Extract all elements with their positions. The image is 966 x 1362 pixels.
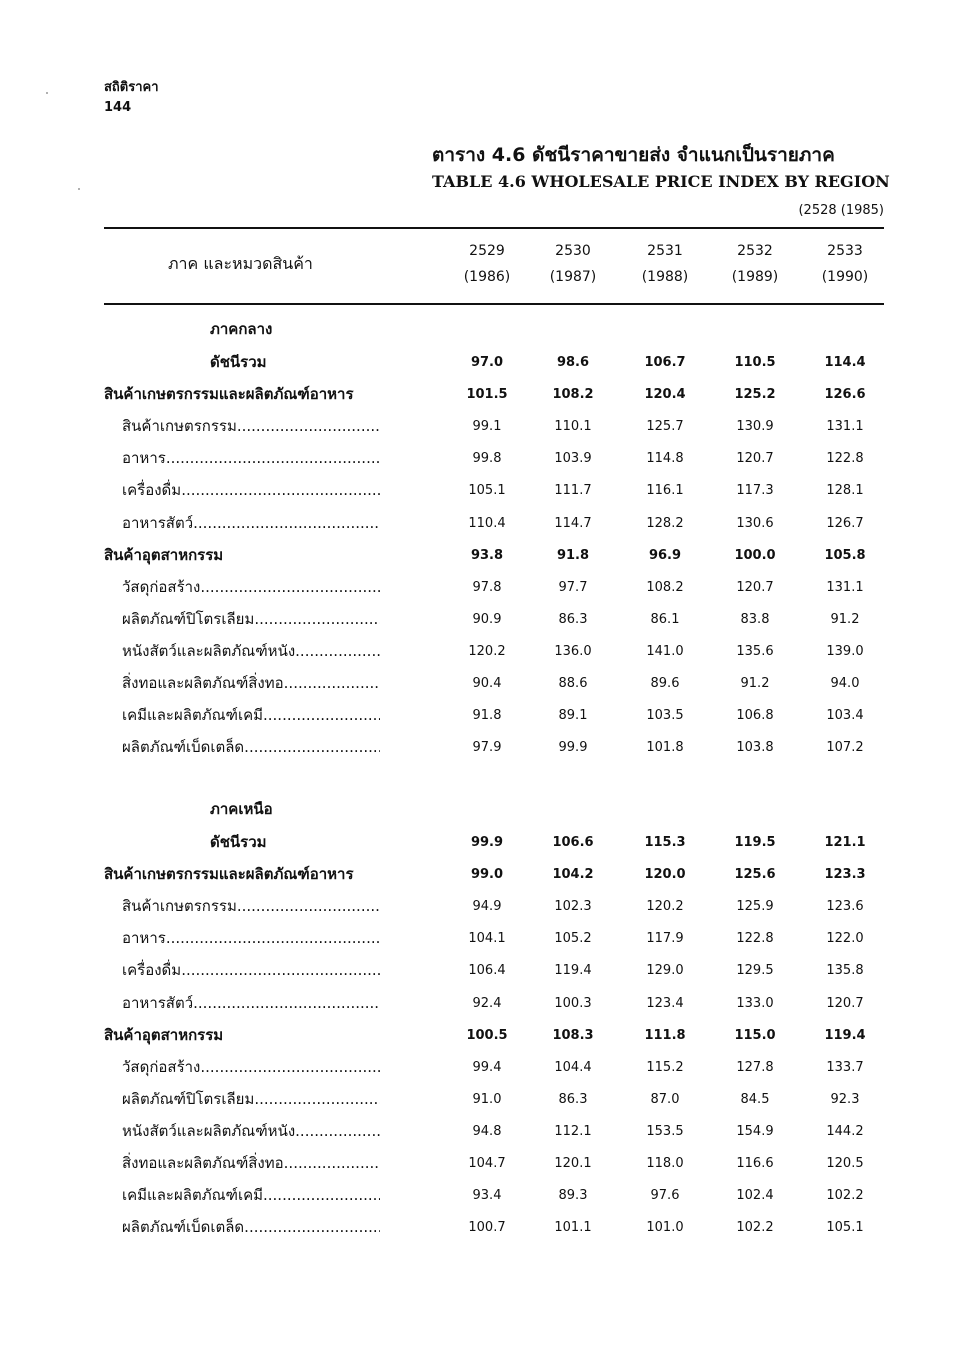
index-value: 99.4 [472, 1059, 502, 1075]
index-value: 108.2 [646, 579, 684, 595]
index-value: 120.1 [554, 1156, 592, 1171]
index-value: 100.7 [468, 1220, 506, 1236]
index-value: 97.0 [470, 355, 504, 370]
index-value: 89.1 [558, 708, 588, 724]
index-value: 127.8 [736, 1059, 774, 1075]
index-value: 135.8 [826, 963, 864, 979]
index-value: 110.5 [734, 355, 776, 370]
index-value: 131.1 [826, 579, 864, 595]
index-value: 125.9 [736, 899, 774, 915]
year-ce: (1986) [463, 269, 511, 285]
table-row [0, 961, 966, 993]
table-row [0, 1090, 966, 1122]
region-name: ภาคกลาง [210, 320, 273, 338]
row-label: อาหาร ..... [122, 927, 380, 949]
index-value: 135.6 [736, 643, 774, 659]
row-label: ผลิตภัณฑ์เบ็ดเตล็ด ..... [122, 1216, 380, 1238]
index-value: 116.1 [646, 483, 684, 499]
index-value: 119.5 [734, 835, 776, 850]
index-value: 126.7 [826, 515, 864, 531]
index-value: 89.6 [650, 676, 680, 691]
index-value: 99.1 [472, 419, 502, 435]
index-value: 97.7 [558, 579, 588, 595]
row-label: ผลิตภัณฑ์เบ็ดเตล็ด ..... [122, 736, 380, 758]
row-label: สินค้าเกษตรกรรม ..... [122, 415, 380, 437]
row-label: อาหารสัตว์ ..... [122, 992, 380, 1014]
index-value: 130.6 [736, 515, 774, 531]
row-label: เคมีและผลิตภัณฑ์เคมี ..... [122, 1184, 380, 1206]
table-row [0, 481, 966, 513]
index-value: 101.8 [646, 740, 684, 756]
index-value: 123.6 [826, 899, 864, 915]
year-ce: (1989) [731, 269, 779, 285]
index-value: 129.5 [736, 963, 774, 979]
page-number: 144 [104, 100, 132, 115]
row-label: อาหารสัตว์ ..... [122, 512, 380, 534]
index-value: 106.7 [644, 355, 686, 370]
index-value: 91.8 [556, 547, 590, 563]
row-label: อาหาร ..... [122, 447, 380, 469]
table-row [0, 994, 966, 1026]
year-be: 2532 [737, 243, 773, 259]
index-value: 125.6 [734, 867, 776, 883]
table-top-rule [104, 227, 884, 229]
index-value: 123.3 [824, 867, 866, 883]
index-value: 122.8 [826, 451, 864, 467]
index-value: 104.7 [468, 1156, 506, 1171]
table-row [0, 833, 966, 865]
index-value: 101.1 [554, 1220, 592, 1236]
index-value: 106.6 [552, 835, 594, 850]
index-value: 99.9 [558, 740, 588, 756]
index-value: 86.3 [558, 611, 588, 627]
year-be: 2529 [469, 243, 505, 259]
table-row [0, 706, 966, 738]
index-value: 117.3 [736, 483, 774, 499]
table-row [0, 1218, 966, 1250]
index-value: 92.3 [830, 1091, 860, 1107]
index-value: 120.5 [826, 1156, 864, 1171]
region-name: ภาคเหนือ [210, 800, 273, 818]
index-value: 99.9 [470, 835, 504, 850]
index-value: 100.5 [466, 1027, 508, 1043]
table-row [0, 642, 966, 674]
table-row [0, 514, 966, 546]
year-ce: (1990) [821, 269, 869, 285]
index-value: 86.3 [558, 1091, 588, 1107]
row-label: ดัชนีรวม [210, 833, 267, 851]
year-ce: (1988) [641, 269, 689, 285]
row-label: ดัชนีรวม [210, 353, 267, 371]
index-value: 94.9 [472, 899, 502, 915]
row-label: สินค้าเกษตรกรรม ..... [122, 895, 380, 917]
index-value: 108.3 [552, 1027, 594, 1043]
index-value: 103.9 [554, 451, 592, 467]
index-value: 154.9 [736, 1123, 774, 1139]
table-row [0, 385, 966, 417]
index-value: 136.0 [554, 643, 592, 659]
table-row [0, 353, 966, 385]
table-row [0, 1058, 966, 1090]
index-value: 125.2 [734, 387, 776, 403]
index-value: 119.4 [554, 963, 592, 979]
section-header: สถิติราคา [104, 80, 159, 95]
index-value: 98.6 [556, 355, 590, 370]
region-heading [0, 320, 966, 352]
index-value: 128.1 [826, 483, 864, 499]
index-value: 100.3 [554, 995, 592, 1011]
scan-speck [46, 92, 48, 94]
index-value: 107.2 [826, 740, 864, 756]
index-value: 111.8 [644, 1027, 686, 1043]
index-value: 103.4 [826, 708, 864, 724]
table-row [0, 897, 966, 929]
row-label: สิ่งทอและผลิตภัณฑ์สิ่งทอ ..... [122, 1152, 380, 1174]
index-value: 105.8 [824, 547, 866, 563]
index-value: 102.2 [736, 1220, 774, 1236]
index-value: 106.8 [736, 708, 774, 724]
index-value: 105.1 [826, 1220, 864, 1236]
year-column-header [625, 238, 705, 290]
table-row [0, 738, 966, 770]
index-value: 112.1 [554, 1123, 592, 1139]
year-column-header [447, 238, 527, 290]
index-value: 103.5 [646, 708, 684, 724]
row-label: สินค้าอุตสาหกรรม [104, 545, 224, 564]
table-row [0, 865, 966, 897]
index-value: 128.2 [646, 515, 684, 531]
index-value: 97.9 [472, 740, 502, 756]
index-value: 101.0 [646, 1220, 684, 1236]
row-label: วัสดุก่อสร้าง ..... [122, 1056, 380, 1078]
row-label: ผลิตภัณฑ์ปิโตรเลียม ..... [122, 608, 380, 630]
table-row [0, 1186, 966, 1218]
table-row [0, 674, 966, 706]
index-value: 120.2 [646, 899, 684, 915]
index-value: 88.6 [558, 676, 588, 691]
index-value: 130.9 [736, 419, 774, 435]
table-row [0, 417, 966, 449]
index-value: 83.8 [740, 611, 770, 627]
index-value: 99.8 [472, 451, 502, 467]
index-value: 102.3 [554, 899, 592, 915]
base-year-note: (2528 (1985) [798, 203, 884, 218]
index-value: 121.1 [824, 835, 866, 850]
index-value: 94.8 [472, 1123, 502, 1139]
index-value: 104.4 [554, 1059, 592, 1075]
index-value: 93.8 [470, 547, 504, 563]
year-column-header [715, 238, 795, 290]
index-value: 102.2 [826, 1188, 864, 1204]
index-value: 96.9 [648, 547, 682, 563]
index-value: 90.9 [472, 611, 502, 627]
index-value: 93.4 [472, 1188, 502, 1204]
row-label: หนังสัตว์และผลิตภัณฑ์หนัง ..... [122, 1120, 380, 1142]
table-title-thai: ตาราง 4.6 ดัชนีราคาขายส่ง จำแนกเป็นรายภาค [432, 144, 835, 166]
index-value: 92.4 [472, 995, 502, 1011]
index-value: 104.2 [552, 867, 594, 883]
table-row [0, 578, 966, 610]
index-value: 103.8 [736, 740, 774, 756]
year-be: 2533 [827, 243, 863, 259]
index-value: 122.8 [736, 931, 774, 947]
row-label: เคมีและผลิตภัณฑ์เคมี ..... [122, 704, 380, 726]
index-value: 125.7 [646, 419, 684, 435]
index-value: 114.4 [824, 355, 866, 370]
index-value: 120.7 [736, 579, 774, 595]
year-ce: (1987) [549, 269, 597, 285]
index-value: 97.6 [650, 1188, 680, 1204]
row-label: สินค้าเกษตรกรรมและผลิตภัณฑ์อาหาร [104, 385, 354, 404]
index-value: 100.0 [734, 547, 776, 563]
table-row [0, 929, 966, 961]
index-value: 104.1 [468, 931, 506, 947]
index-value: 153.5 [646, 1123, 684, 1139]
index-value: 117.9 [646, 931, 684, 947]
table-row [0, 1122, 966, 1154]
index-value: 86.1 [650, 611, 680, 627]
row-label: สิ่งทอและผลิตภัณฑ์สิ่งทอ ..... [122, 672, 380, 694]
index-value: 114.7 [554, 515, 592, 531]
year-column-header [805, 238, 885, 290]
index-value: 99.0 [470, 867, 504, 883]
index-value: 102.4 [736, 1188, 774, 1204]
row-header-label: ภาค และหมวดสินค้า [168, 254, 313, 273]
table-row [0, 546, 966, 578]
index-value: 115.0 [734, 1027, 776, 1043]
index-value: 84.5 [740, 1091, 770, 1107]
table-row [0, 1026, 966, 1058]
index-value: 91.0 [472, 1091, 502, 1107]
row-label: หนังสัตว์และผลิตภัณฑ์หนัง ..... [122, 640, 380, 662]
index-value: 101.5 [466, 387, 508, 403]
index-value: 129.0 [646, 963, 684, 979]
index-value: 111.7 [554, 483, 592, 499]
row-label: เครื่องดื่ม ..... [122, 959, 380, 981]
index-value: 94.0 [830, 676, 860, 691]
table-row [0, 449, 966, 481]
index-value: 91.2 [740, 676, 770, 691]
index-value: 131.1 [826, 419, 864, 435]
index-value: 110.4 [468, 515, 506, 531]
index-value: 120.7 [736, 451, 774, 467]
index-value: 126.6 [824, 387, 866, 403]
index-value: 120.0 [644, 867, 686, 883]
region-heading [0, 800, 966, 832]
index-value: 90.4 [472, 676, 502, 691]
row-label: เครื่องดื่ม ..... [122, 479, 380, 501]
index-value: 122.0 [826, 931, 864, 947]
table-row [0, 610, 966, 642]
index-value: 120.2 [468, 643, 506, 659]
row-label: ผลิตภัณฑ์ปิโตรเลียม ..... [122, 1088, 380, 1110]
year-be: 2530 [555, 243, 591, 259]
index-value: 87.0 [650, 1091, 680, 1107]
scan-speck [78, 188, 80, 190]
index-value: 133.0 [736, 995, 774, 1011]
index-value: 114.8 [646, 451, 684, 467]
year-column-header [533, 238, 613, 290]
row-label: สินค้าอุตสาหกรรม [104, 1025, 224, 1044]
index-value: 120.4 [644, 387, 686, 403]
header-bottom-rule [104, 303, 884, 305]
index-value: 141.0 [646, 643, 684, 659]
index-value: 115.3 [644, 835, 686, 850]
index-value: 123.4 [646, 995, 684, 1011]
index-value: 133.7 [826, 1059, 864, 1075]
index-value: 97.8 [472, 579, 502, 595]
index-value: 139.0 [826, 643, 864, 659]
index-value: 115.2 [646, 1059, 684, 1075]
index-value: 118.0 [646, 1156, 684, 1171]
index-value: 144.2 [826, 1123, 864, 1139]
index-value: 91.8 [472, 708, 502, 724]
table-row [0, 1154, 966, 1186]
index-value: 120.7 [826, 995, 864, 1011]
index-value: 110.1 [554, 419, 592, 435]
index-value: 91.2 [830, 611, 860, 627]
index-value: 119.4 [824, 1027, 866, 1043]
index-value: 108.2 [552, 387, 594, 403]
index-value: 89.3 [558, 1188, 588, 1204]
table-title-english: TABLE 4.6 WHOLESALE PRICE INDEX BY REGION [432, 172, 890, 191]
index-value: 106.4 [468, 963, 506, 979]
year-be: 2531 [647, 243, 683, 259]
row-label: วัสดุก่อสร้าง ..... [122, 576, 380, 598]
index-value: 116.6 [736, 1156, 774, 1171]
index-value: 105.1 [468, 483, 506, 499]
row-label: สินค้าเกษตรกรรมและผลิตภัณฑ์อาหาร [104, 865, 354, 884]
index-value: 105.2 [554, 931, 592, 947]
